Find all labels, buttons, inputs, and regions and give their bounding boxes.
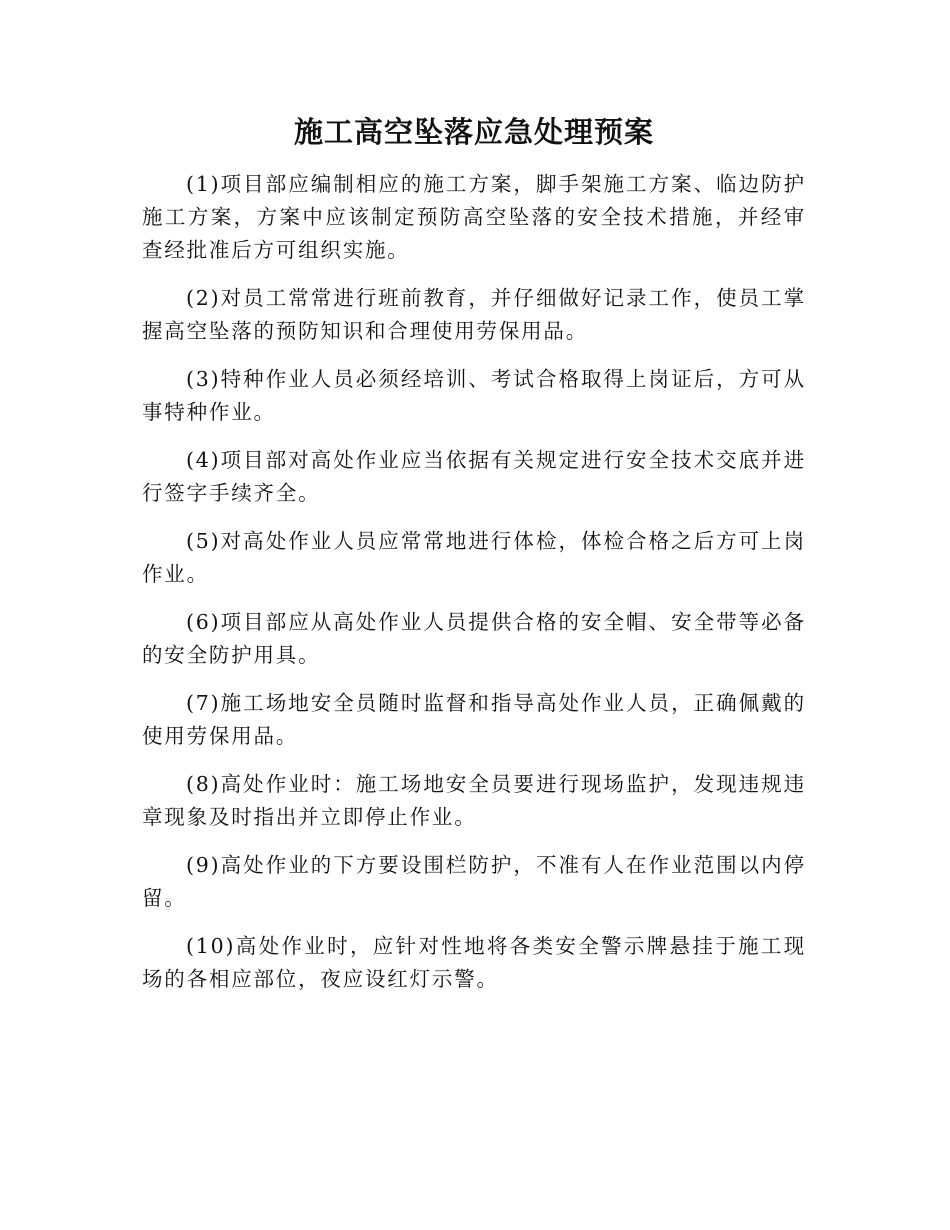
paragraph-5: (5)对高处作业人员应常常地进行体检，体检合格之后方可上岗作业。: [142, 529, 806, 586]
paragraph-9: (9)高处作业的下方要设围栏防护，不准有人在作业范围以内停留。: [142, 853, 806, 910]
paragraph-4: (4)项目部对高处作业应当依据有关规定进行安全技术交底并进行签字手续齐全。: [142, 448, 806, 505]
paragraph-8: (8)高处作业时：施工场地安全员要进行现场监护，发现违规违章现象及时指出并立即停止作业。: [142, 772, 806, 829]
document-body: [142, 168, 806, 1011]
document-title: 施工高空坠落应急处理预案: [293, 115, 654, 149]
paragraph-2: (2)对员工常常进行班前教育，并仔细做好记录工作，使员工掌握高空坠落的预防知识和合理使用劳保用品。: [142, 286, 806, 343]
paragraph-6: (6)项目部应从高处作业人员提供合格的安全帽、安全带等必备的安全防护用具。: [142, 610, 806, 667]
paragraph-7: (7)施工场地安全员随时监督和指导高处作业人员，正确佩戴的使用劳保用品。: [142, 691, 806, 748]
paragraph-3: (3)特种作业人员必须经培训、考试合格取得上岗证后，方可从事特种作业。: [142, 367, 806, 424]
paragraph-1: (1)项目部应编制相应的施工方案，脚手架施工方案、临边防护施工方案，方案中应该制定预防高空坠落的安全技术措施，并经审查经批准后方可组织实施。: [142, 172, 806, 262]
paragraph-10: (10)高处作业时，应针对性地将各类安全警示牌悬挂于施工现场的各相应部位，夜应设红灯示警。: [142, 934, 806, 991]
